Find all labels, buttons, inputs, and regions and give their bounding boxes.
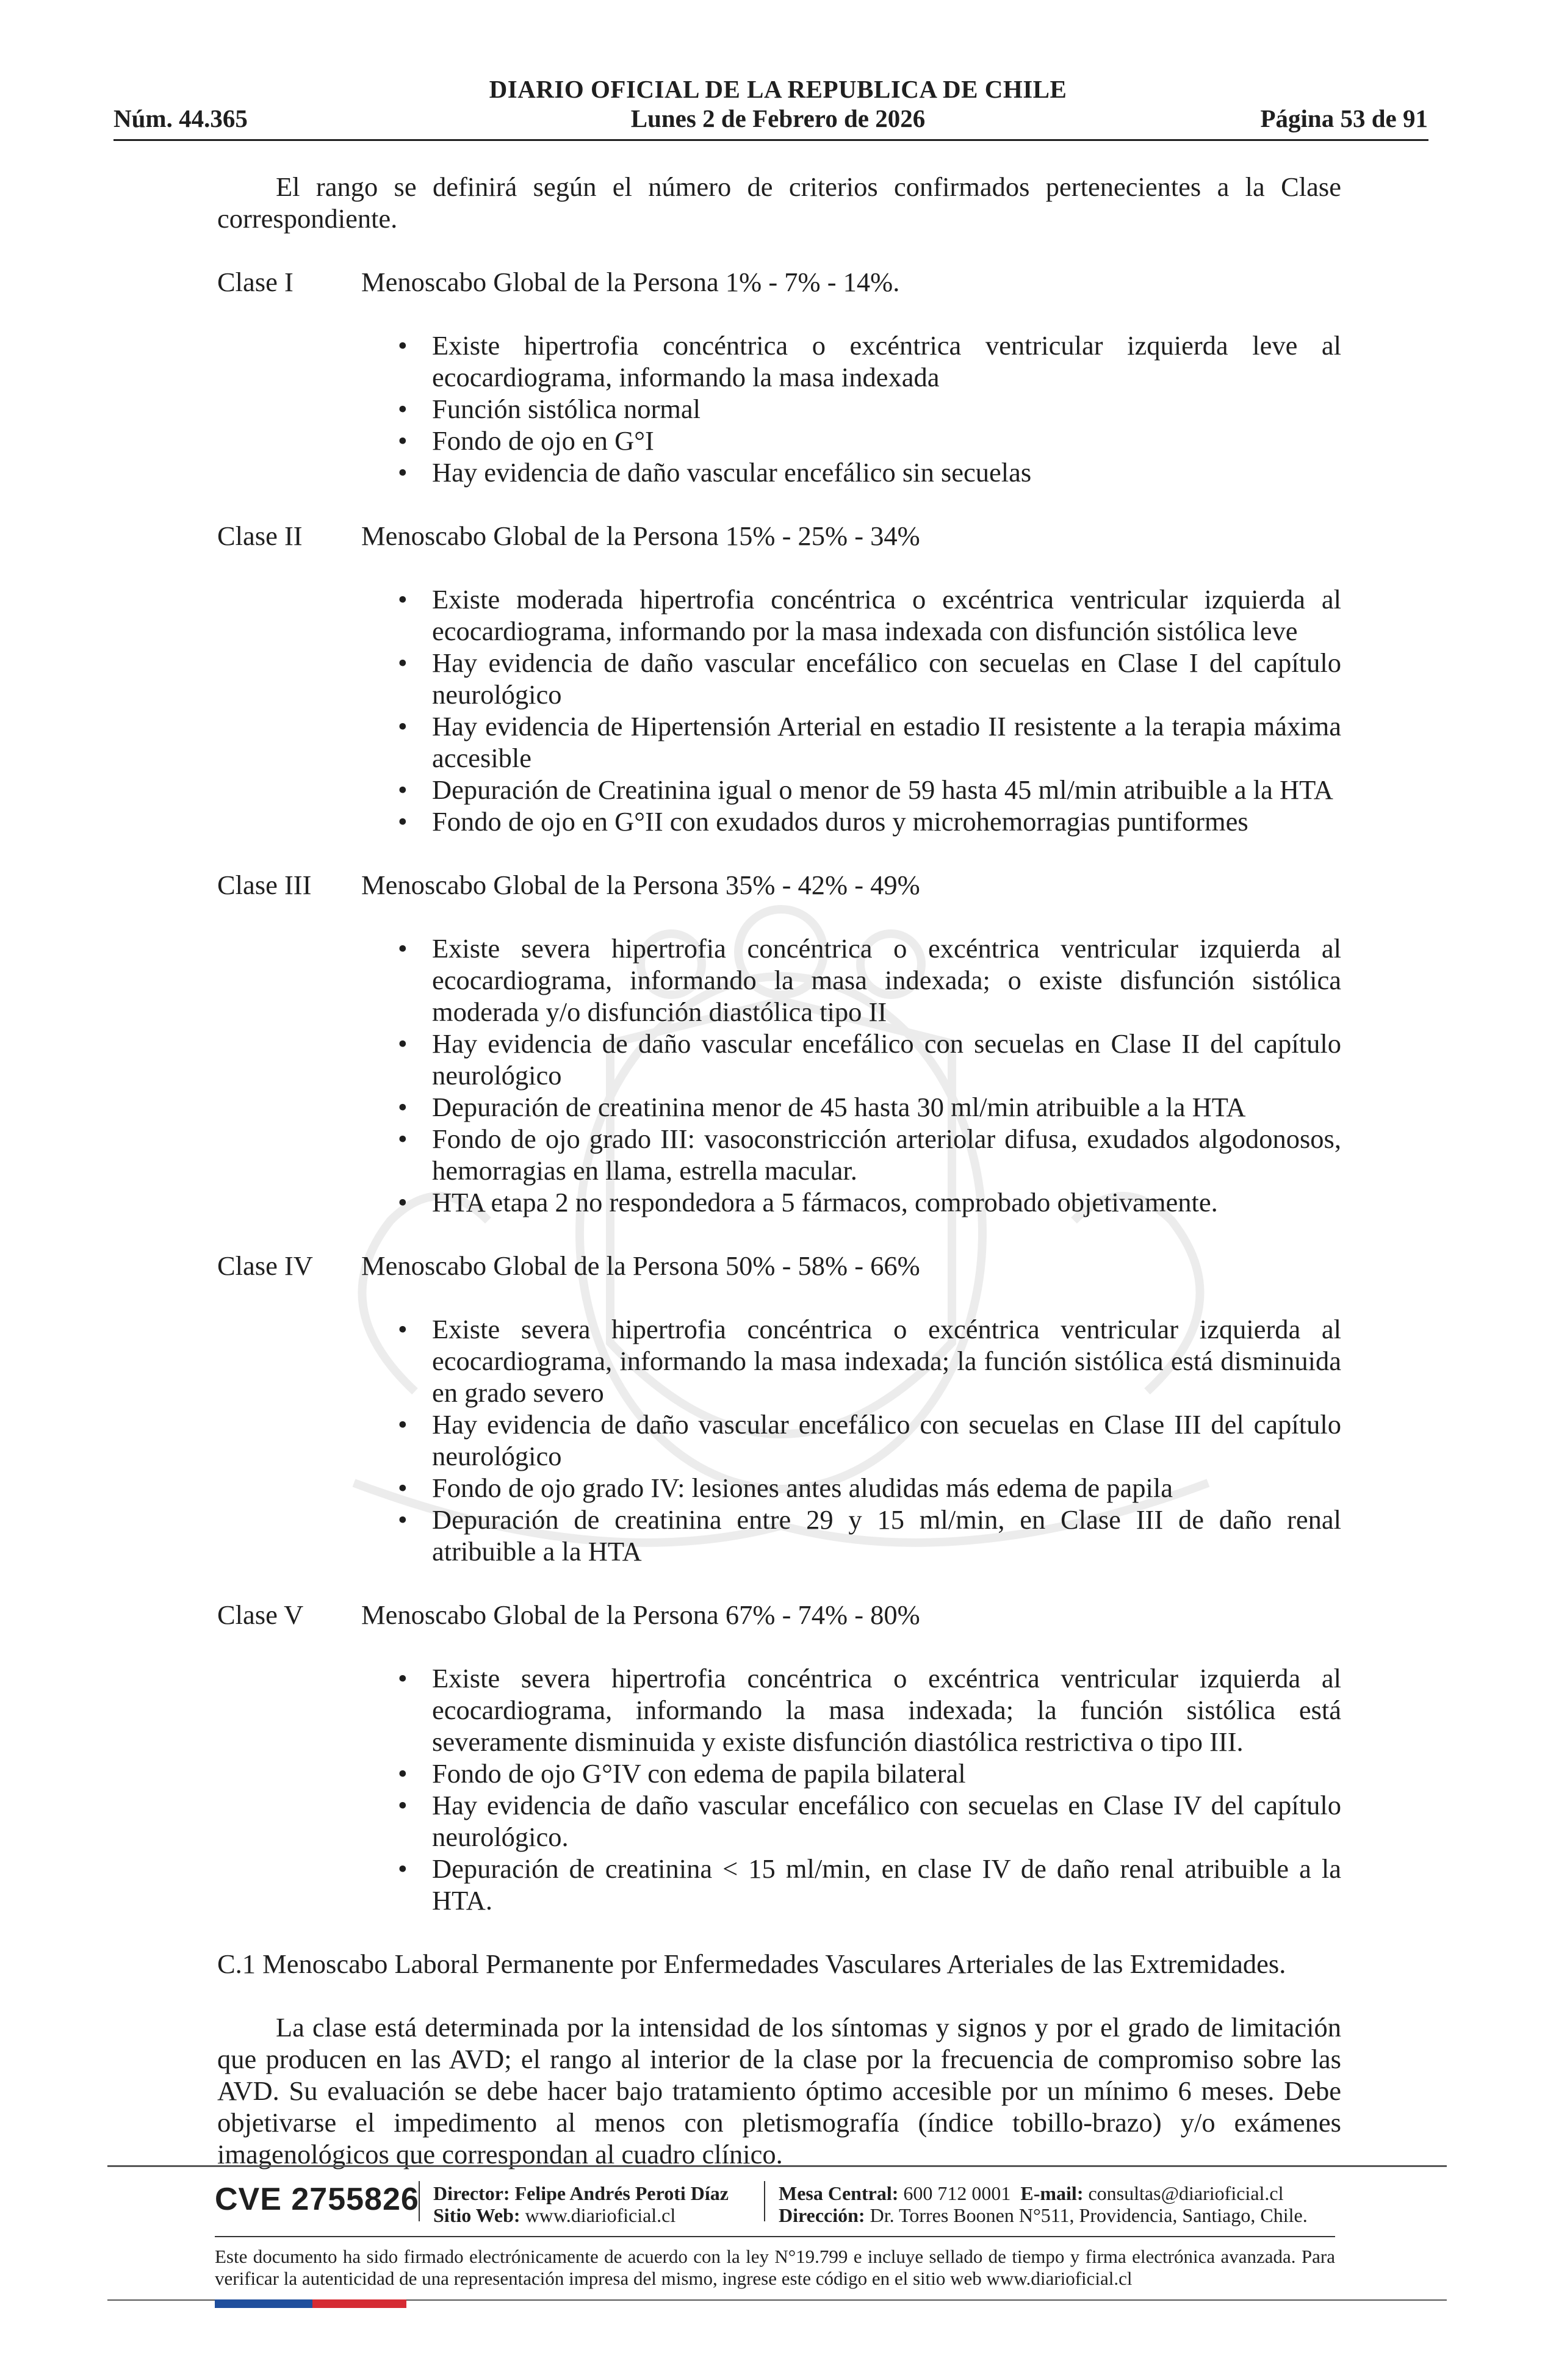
criteria-item: • Fondo de ojo G°IV con edema de papila bilateral bbox=[398, 1758, 1341, 1789]
address-value: Dr. Torres Boonen N°511, Providencia, Santiago, Chile. bbox=[870, 2204, 1308, 2226]
criteria-item: • Depuración de creatinina < 15 ml/min, en clase IV de daño renal atribuible a la HTA. bbox=[398, 1853, 1341, 1916]
class-heading bbox=[217, 1250, 1341, 1282]
criteria-list bbox=[217, 932, 1341, 1218]
director-block bbox=[433, 2182, 729, 2226]
criteria-item: • Depuración de creatinina entre 29 y 15 ml/min, en Clase III de daño renal atribuible a la HTA bbox=[398, 1504, 1341, 1567]
criteria-item: • Existe moderada hipertrofia concéntrica o excéntrica ventricular izquierda al ecocardiograma, informando por la masa indexada con disfunción sistólica leve bbox=[398, 583, 1341, 647]
criteria-item: • Fondo de ojo grado III: vasoconstricción arteriolar difusa, exudados algodonosos, hemorragias en llama, estrella macular. bbox=[398, 1123, 1341, 1186]
criteria-list bbox=[217, 330, 1341, 488]
closing-paragraph: La clase está determinada por la intensidad de los síntomas y signos y por el grado de limitación que producen en las AVD; el rango al interior de la clase por la frecuencia de compromiso sobre las AVD. Su evaluación se debe hacer bajo tratamiento óptimo accesible por un mínimo 6 meses. Debe objetivarse el impedimento al menos con pletismografía (índice tobillo-brazo) y/o exámenes imagenológicos que correspondan al cuadro clínico. bbox=[217, 2012, 1341, 2169]
page-number: Página 53 de 91 bbox=[1260, 104, 1428, 132]
criteria-item: • Hay evidencia de daño vascular encefálico con secuelas en Clase IV del capítulo neurológico. bbox=[398, 1789, 1341, 1853]
class-name: Clase III bbox=[217, 870, 312, 900]
criteria-item: • Fondo de ojo en G°II con exudados duros y microhemorragias puntiformes bbox=[398, 806, 1341, 837]
footer-separator bbox=[419, 2181, 420, 2221]
criteria-item: • Hay evidencia de daño vascular encefálico con secuelas en Clase II del capítulo neurológico bbox=[398, 1028, 1341, 1091]
newspaper-title: DIARIO OFICIAL DE LA REPUBLICA DE CHILE bbox=[489, 75, 1067, 103]
class-name: Clase V bbox=[217, 1599, 304, 1630]
website-link[interactable]: www.diarioficial.cl bbox=[525, 2204, 676, 2226]
contact-block bbox=[779, 2182, 1308, 2226]
class-name: Clase II bbox=[217, 521, 303, 551]
class-range: Menoscabo Global de la Persona 15% - 25% - 34% bbox=[361, 521, 920, 551]
director-name: Felipe Andrés Peroti Díaz bbox=[514, 2182, 729, 2204]
criteria-item: • Existe severa hipertrofia concéntrica o excéntrica ventricular izquierda al ecocardiograma, informando la masa indexada; o existe disfunción sistólica moderada y/o disfunción diastólica tipo II bbox=[398, 932, 1341, 1028]
criteria-item: • Hay evidencia de daño vascular encefálico con secuelas en Clase I del capítulo neurológico bbox=[398, 647, 1341, 710]
criteria-list bbox=[217, 583, 1341, 837]
footer-divider-middle bbox=[215, 2236, 1335, 2237]
criteria-item: • Existe severa hipertrofia concéntrica o excéntrica ventricular izquierda al ecocardiograma, informando la masa indexada; la función sistólica está disminuida en grado severo bbox=[398, 1313, 1341, 1408]
class-heading bbox=[217, 520, 1341, 552]
footer-separator bbox=[764, 2181, 765, 2221]
criteria-item: • Depuración de Creatinina igual o menor de 59 hasta 45 ml/min atribuible a la HTA bbox=[398, 774, 1341, 806]
class-range: Menoscabo Global de la Persona 35% - 42% - 49% bbox=[361, 870, 920, 900]
footer-divider-top bbox=[107, 2165, 1447, 2167]
section-title: C.1 Menoscabo Laboral Permanente por Enfermedades Vasculares Arteriales de las Extremidades. bbox=[217, 1949, 1286, 1979]
class-list bbox=[217, 266, 1341, 1916]
mesa-label: Mesa Central: bbox=[779, 2182, 899, 2204]
class-range: Menoscabo Global de la Persona 67% - 74% - 80% bbox=[361, 1599, 920, 1630]
director-label: Director: bbox=[433, 2182, 510, 2204]
email-link[interactable]: consultas@diarioficial.cl bbox=[1088, 2182, 1284, 2204]
address-label: Dirección: bbox=[779, 2204, 865, 2226]
issue-number: Núm. 44.365 bbox=[113, 104, 248, 132]
criteria-list bbox=[217, 1662, 1341, 1916]
document-body bbox=[217, 171, 1341, 2170]
issue-date: Lunes 2 de Febrero de 2026 bbox=[630, 104, 926, 132]
cve-code: CVE 2755826 bbox=[215, 2182, 419, 2217]
class-range: Menoscabo Global de la Persona 1% - 7% - 14%. bbox=[361, 267, 900, 297]
criteria-item: • Depuración de creatinina menor de 45 hasta 30 ml/min atribuible a la HTA bbox=[398, 1091, 1341, 1123]
class-heading bbox=[217, 869, 1341, 901]
header-divider bbox=[113, 139, 1428, 141]
legal-notice: Este documento ha sido firmado electrónicamente de acuerdo con la ley N°19.799 e incluye sellado de tiempo y firma electrónica avanzada. Para verificar la autenticidad de una representación impresa del mismo, ingrese este código en el sitio web www.diarioficial.cl bbox=[215, 2246, 1335, 2289]
criteria-list bbox=[217, 1313, 1341, 1567]
class-range: Menoscabo Global de la Persona 50% - 58% - 66% bbox=[361, 1250, 920, 1281]
criteria-item: • Fondo de ojo en G°I bbox=[398, 425, 1341, 456]
website-label: Sitio Web: bbox=[433, 2204, 520, 2226]
class-name: Clase IV bbox=[217, 1250, 313, 1281]
criteria-item: • Fondo de ojo grado IV: lesiones antes aludidas más edema de papila bbox=[398, 1472, 1341, 1504]
flag-stripe-blue bbox=[215, 2299, 312, 2308]
intro-paragraph: El rango se definirá según el número de criterios confirmados pertenecientes a la Clase correspondiente. bbox=[217, 171, 1341, 234]
class-name: Clase I bbox=[217, 267, 294, 297]
mesa-phone: 600 712 0001 bbox=[903, 2182, 1011, 2204]
criteria-item: • Hay evidencia de Hipertensión Arterial en estadio II resistente a la terapia máxima accesible bbox=[398, 710, 1341, 774]
class-heading bbox=[217, 266, 1341, 298]
email-label: E-mail: bbox=[1020, 2182, 1084, 2204]
criteria-item: • Existe severa hipertrofia concéntrica o excéntrica ventricular izquierda al ecocardiograma, informando la masa indexada; la función sistólica está severamente disminuida y existe disfunción diastólica restrictiva o tipo III. bbox=[398, 1662, 1341, 1758]
criteria-item: • HTA etapa 2 no respondedora a 5 fármacos, comprobado objetivamente. bbox=[398, 1186, 1341, 1218]
class-heading bbox=[217, 1599, 1341, 1631]
criteria-item: • Existe hipertrofia concéntrica o excéntrica ventricular izquierda leve al ecocardiograma, informando la masa indexada bbox=[398, 330, 1341, 393]
criteria-item: • Hay evidencia de daño vascular encefálico con secuelas en Clase III del capítulo neurológico bbox=[398, 1408, 1341, 1472]
flag-stripe-red bbox=[312, 2299, 406, 2308]
criteria-item: • Función sistólica normal bbox=[398, 393, 1341, 425]
criteria-item: • Hay evidencia de daño vascular encefálico sin secuelas bbox=[398, 456, 1341, 488]
